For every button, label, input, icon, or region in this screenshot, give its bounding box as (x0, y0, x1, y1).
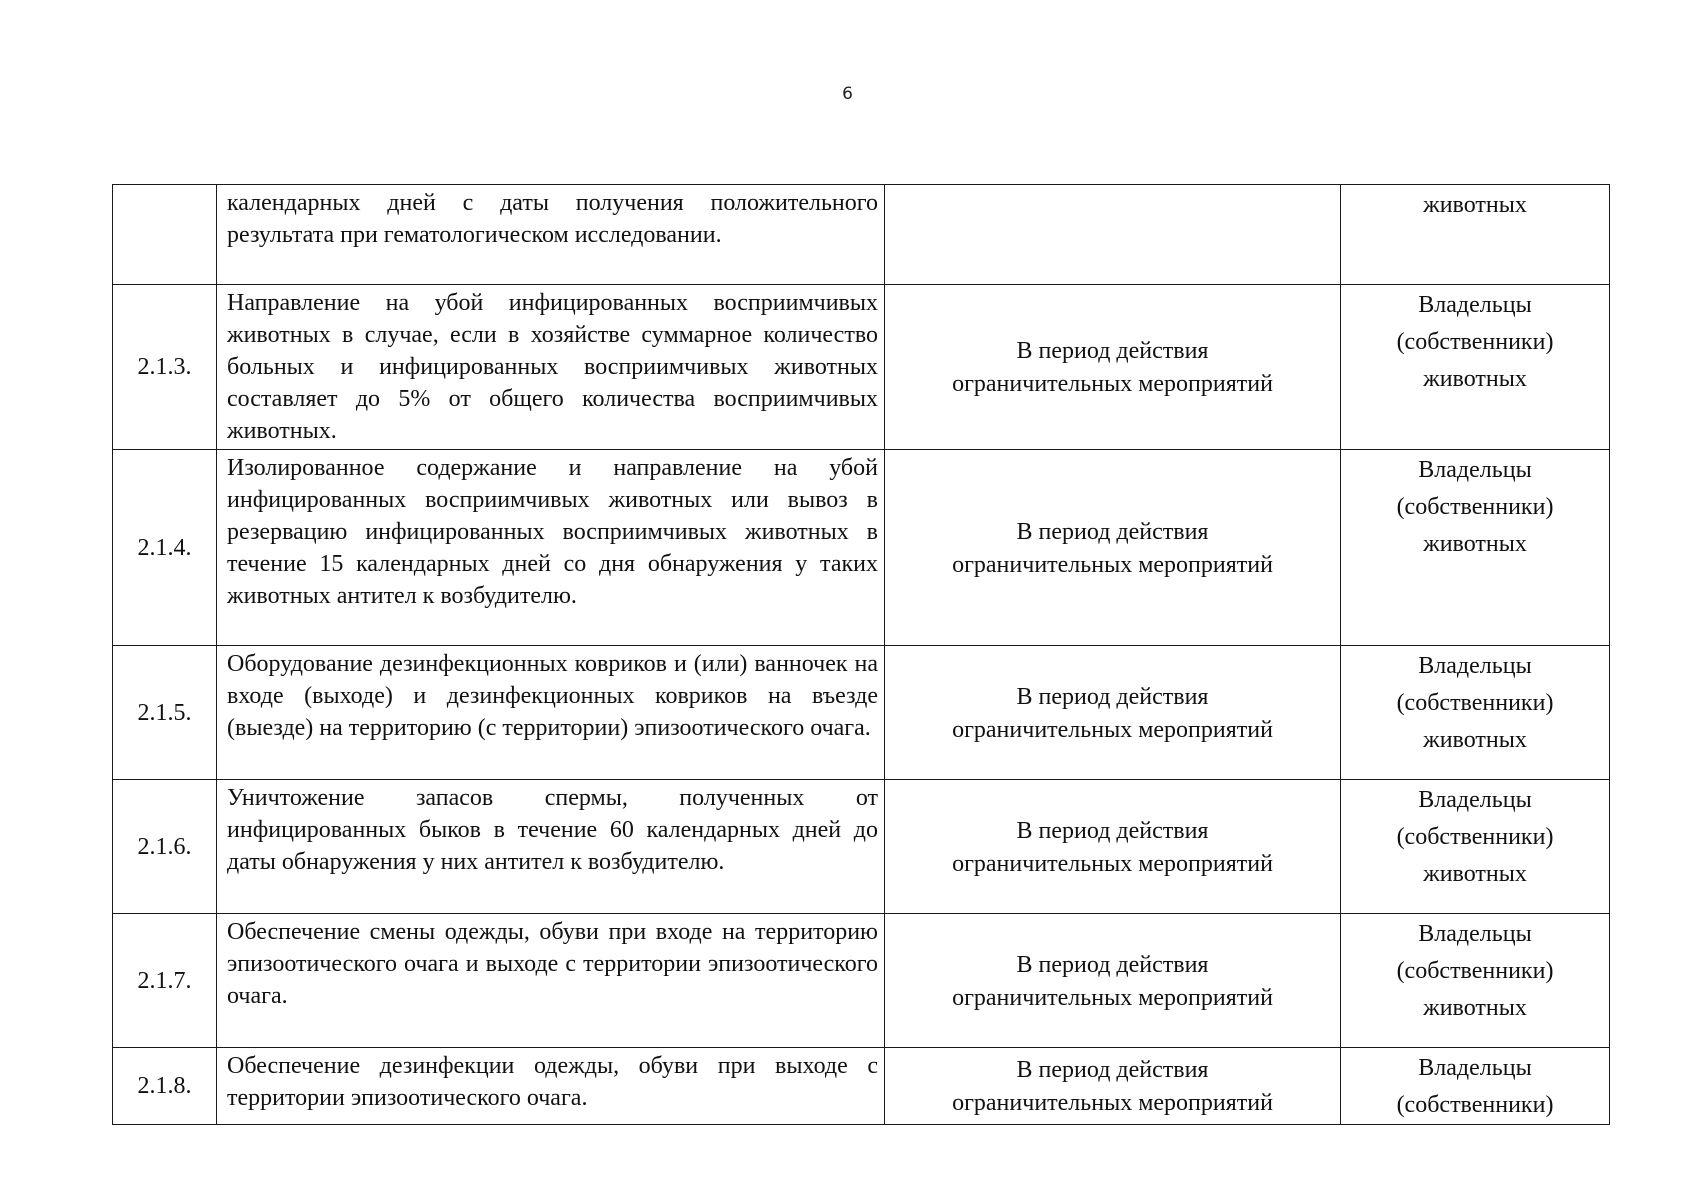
measure-period (885, 1048, 1341, 1125)
table-row (113, 285, 1610, 450)
responsible-line: Владельцы (1418, 653, 1532, 679)
period-line: ограничительных мероприятий (952, 716, 1273, 743)
responsible-line: (собственники) (1396, 690, 1554, 716)
responsible-line: (собственники) (1396, 958, 1554, 984)
responsible-party (1341, 450, 1610, 646)
measure-description: Обеспечение смены одежды, обуви при входе на территорию эпизоотического очага и выходе с территории эпизоотического очага. (217, 914, 885, 1048)
responsible-line: Владельцы (1418, 457, 1532, 483)
page-number: 6 (842, 84, 853, 104)
measure-period (885, 285, 1341, 450)
table-row (113, 185, 1610, 285)
measure-description: Направление на убой инфицированных восприимчивых животных в случае, если в хозяйстве суммарное количество больных и инфицированных восприимчивых животных составляет до 5% от общего количества восприимчивых животных. (217, 285, 885, 450)
measure-description: Изолированное содержание и направление на убой инфицированных восприимчивых животных или вывоз в резервацию инфицированных восприимчивых животных в течение 15 календарных дней со дня обнаружения у таких животных антител к возбудителю. (217, 450, 885, 646)
period-line: В период действия (1016, 338, 1209, 364)
responsible-line: Владельцы (1418, 292, 1532, 318)
measure-description: Уничтожение запасов спермы, полученных от инфицированных быков в течение 60 календарных дней до даты обнаружения у них антител к возбудителю. (217, 780, 885, 914)
measure-period (885, 185, 1341, 285)
period-line: В период действия (1016, 518, 1209, 545)
responsible-party (1341, 185, 1610, 285)
table-row (113, 914, 1610, 1048)
table-row (113, 780, 1610, 914)
period-line: ограничительных мероприятий (952, 1090, 1273, 1116)
responsible-line: (собственники) (1396, 1092, 1554, 1118)
responsible-party (1341, 914, 1610, 1048)
responsible-line: (собственники) (1396, 329, 1554, 355)
responsible-party (1341, 646, 1610, 780)
period-line: ограничительных мероприятий (952, 984, 1273, 1011)
table-row (113, 1048, 1610, 1125)
responsible-line: Владельцы (1418, 921, 1532, 947)
item-number: 2.1.4. (113, 450, 217, 646)
item-number (113, 185, 217, 285)
period-line: ограничительных мероприятий (952, 850, 1273, 877)
measure-period (885, 646, 1341, 780)
responsible-line: животных (1423, 366, 1527, 392)
measure-period (885, 914, 1341, 1048)
responsible-party (1341, 780, 1610, 914)
table-body (113, 185, 1610, 1125)
period-line: В период действия (1016, 683, 1209, 710)
item-number: 2.1.7. (113, 914, 217, 1048)
responsible-line: животных (1423, 861, 1527, 887)
item-number: 2.1.6. (113, 780, 217, 914)
table-row (113, 646, 1610, 780)
period-line: ограничительных мероприятий (952, 371, 1273, 397)
period-line: В период действия (1016, 817, 1209, 844)
period-line: В период действия (1016, 951, 1209, 978)
item-number: 2.1.8. (113, 1048, 217, 1125)
responsible-line: (собственники) (1396, 824, 1554, 850)
measure-description: Обеспечение дезинфекции одежды, обуви при выходе с территории эпизоотического очага. (217, 1048, 885, 1125)
measures-table (112, 184, 1610, 1125)
responsible-party (1341, 1048, 1610, 1125)
period-line: ограничительных мероприятий (952, 551, 1273, 578)
period-line: В период действия (1016, 1057, 1209, 1083)
responsible-line: животных (1423, 727, 1527, 753)
table-row (113, 450, 1610, 646)
measure-description: Оборудование дезинфекционных ковриков и (или) ванночек на входе (выходе) и дезинфекционных ковриков на въезде (выезде) на территорию (с территории) эпизоотического очага. (217, 646, 885, 780)
responsible-party (1341, 285, 1610, 450)
measure-period (885, 780, 1341, 914)
responsible-line: животных (1423, 995, 1527, 1021)
responsible-line: животных (1423, 531, 1527, 557)
measure-description: календарных дней с даты получения положительного результата при гематологическом исследовании. (217, 185, 885, 285)
responsible-line: (собственники) (1396, 494, 1554, 520)
measure-period (885, 450, 1341, 646)
responsible-line: животных (1423, 192, 1527, 218)
responsible-line: Владельцы (1418, 787, 1532, 813)
item-number: 2.1.3. (113, 285, 217, 450)
item-number: 2.1.5. (113, 646, 217, 780)
responsible-line: Владельцы (1418, 1055, 1532, 1081)
